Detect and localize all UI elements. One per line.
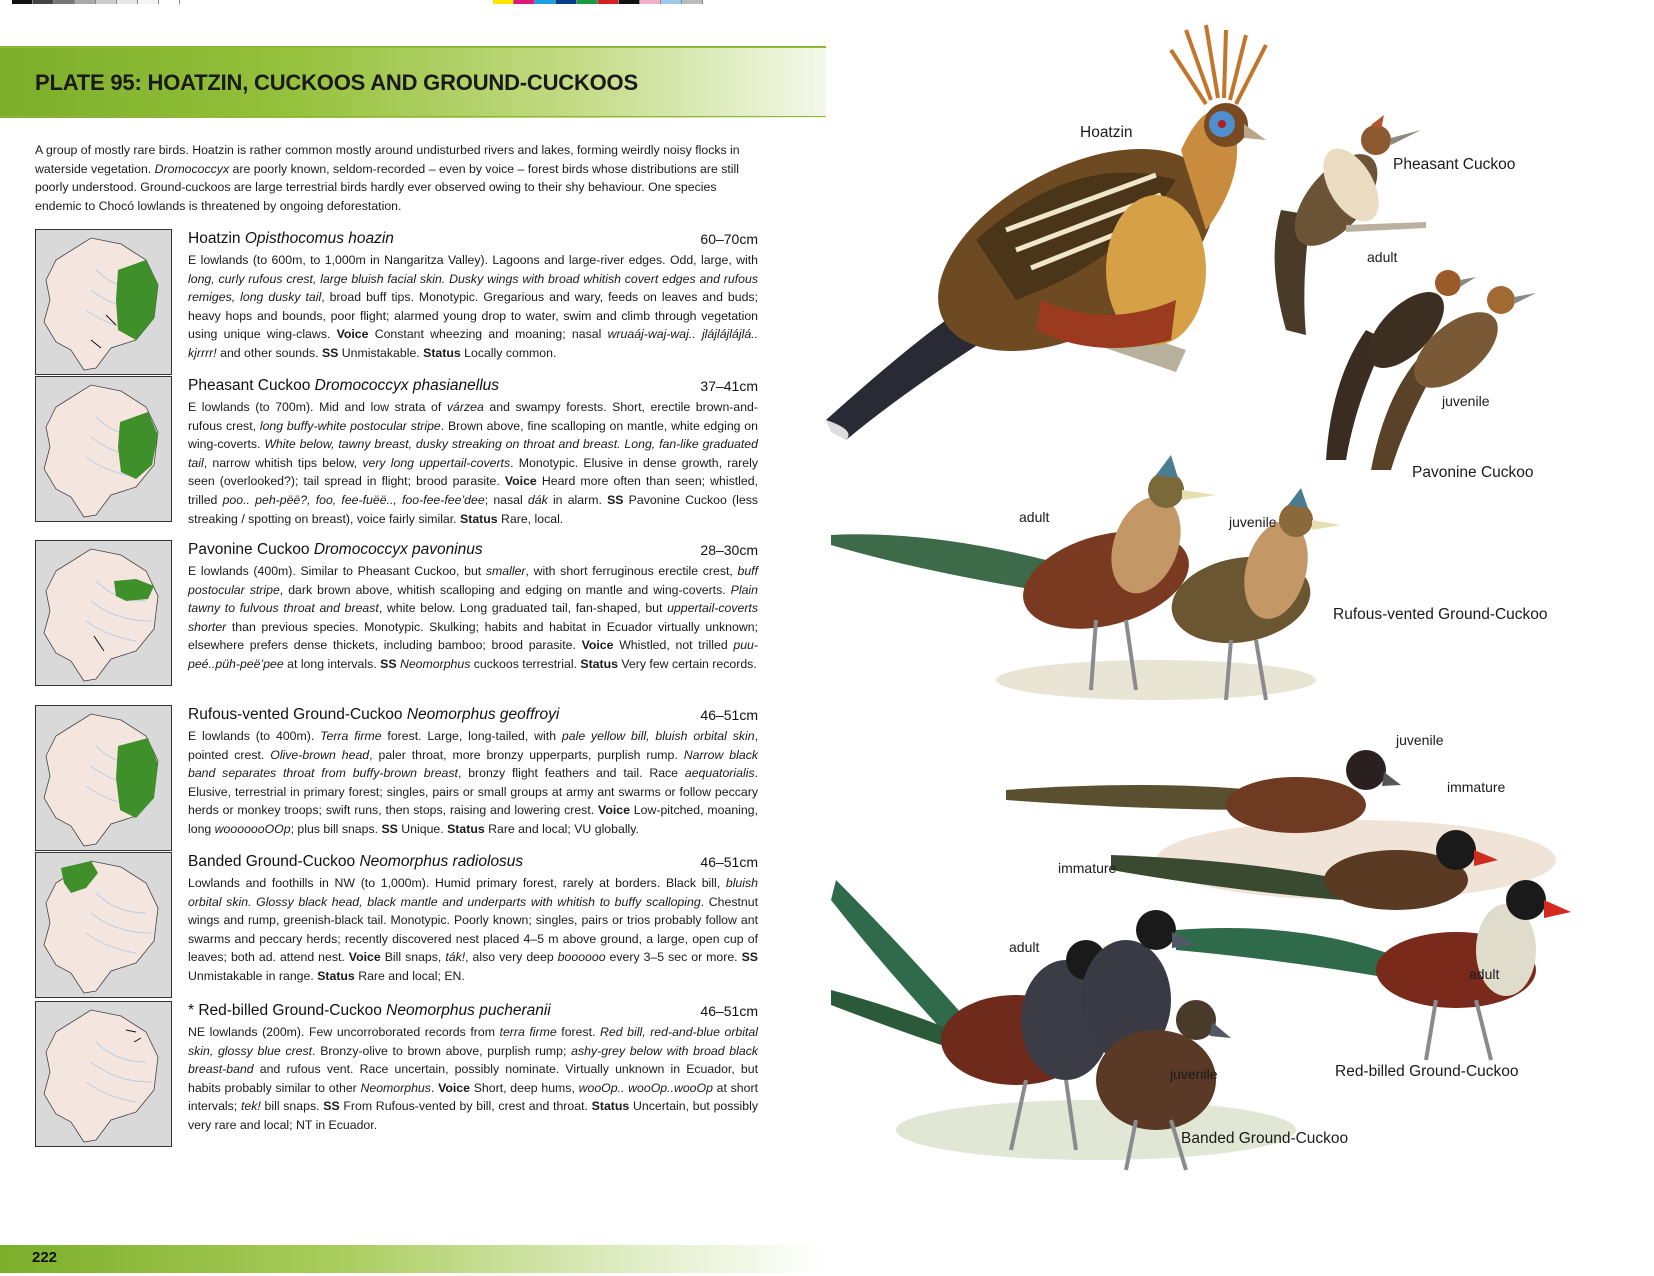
species-description: [188, 251, 758, 363]
species-size: 28–30cm: [700, 542, 758, 558]
label-banded-ground-cuckoo: Banded Ground-Cuckoo: [1181, 1130, 1349, 1147]
description-segment: , with short ferruginous erectile crest,: [525, 564, 738, 578]
description-segment: , also very deep: [465, 950, 558, 965]
description-segment: uppertail-coverts shorter: [188, 601, 758, 634]
label-banded-adult: adult: [1009, 939, 1040, 955]
description-segment: NE lowlands (200m). Few uncorroborated records from: [188, 1025, 500, 1039]
intro-paragraph: A group of mostly rare birds. Hoatzin is rather common mostly around undisturbed rivers and lakes, forming weirdly noisy flocks in waterside vegetation. Dromococcyx are poorly known, seldom-recorded – even by voice – forest birds whose distributions are still poorly understood. Ground-cuckoos are large terrestrial birds hardly ever observed owing to their shy behaviour. One species endemic to Chocó lowlands is threatened by ongoing deforestation.: [35, 143, 740, 213]
description-segment: Voice: [581, 638, 614, 653]
description-segment: . Brown above, fine scalloping on mantle, white edging on wing-coverts.: [188, 418, 758, 452]
description-segment: Voice: [438, 1080, 470, 1095]
page-number: 222: [32, 1249, 58, 1266]
registration-marks-left: [12, 0, 180, 4]
description-segment: long buffy-white postocular stripe: [259, 418, 441, 433]
description-segment: Neomorphus: [360, 1080, 431, 1095]
description-segment: dák: [527, 492, 548, 507]
description-segment: Status: [317, 968, 355, 983]
ecuador-map: [36, 377, 171, 521]
intro-genus: Dromococcyx: [154, 161, 230, 176]
description-segment: Constant wheezing and moaning; nasal: [368, 327, 608, 342]
description-segment: poo.. peh-pëë?, foo, fee-fuëë.., foo-fee-fee’dee: [222, 492, 485, 507]
description-segment: smaller: [485, 564, 526, 578]
description-segment: in alarm.: [547, 492, 608, 507]
description-segment: , paler throat, more bronzy upperparts, purplish rump.: [369, 747, 684, 762]
description-segment: Very few certain records.: [617, 656, 757, 671]
country-outline: [44, 1010, 158, 1142]
range-map-pheasant-cuckoo: [35, 376, 172, 522]
description-segment: Voice: [336, 327, 369, 342]
range-map-rufous-vented-ground-cuckoo: [35, 705, 172, 851]
description-segment: Status: [447, 821, 485, 836]
description-segment: Olive-brown head: [270, 747, 370, 762]
description-segment: SS: [380, 656, 397, 671]
description-segment: terra firme: [499, 1025, 557, 1039]
description-segment: . Monotypic. Elusive in dense growth, rarely seen (overlooked?); tail spread in flight; brood parasite.: [188, 455, 758, 489]
description-segment: Locally common.: [460, 345, 557, 360]
label-red-billed-ground-cuckoo: Red-billed Ground-Cuckoo: [1335, 1063, 1519, 1080]
description-segment: Status: [591, 1099, 630, 1114]
species-heading: [188, 705, 758, 727]
rufous-vented-ground-cuckoo-illustration: [831, 455, 1341, 700]
species-description: [188, 1023, 758, 1135]
description-segment: , broad buff tips. Monotypic. Gregarious and wary, feeds on leaves and buds; heavy hops and bounds, poor flight; alarmed young drop to water, swim and climb through vegetation using unique wing-claws.: [188, 290, 758, 342]
description-segment: ták!: [445, 950, 466, 965]
range-map-banded-ground-cuckoo: [35, 852, 172, 998]
range-area: [116, 738, 158, 818]
registration-marks-right: [493, 0, 703, 4]
species-heading: [188, 229, 758, 251]
range-area: [118, 412, 158, 479]
range-map-hoatzin: [35, 229, 172, 375]
label-banded-juvenile: juvenile: [1170, 1066, 1218, 1082]
description-segment: From Rufous-vented by bill, crest and throat.: [339, 1099, 592, 1114]
ecuador-map: [36, 853, 171, 997]
description-segment: Bill snaps,: [380, 950, 446, 965]
description-segment: Voice: [598, 803, 630, 818]
header-rule: [0, 116, 826, 117]
ecuador-map: [36, 541, 171, 685]
label-pavonine-juvenile: juvenile: [1442, 393, 1490, 409]
description-segment: Whistled, not trilled: [613, 638, 734, 653]
description-segment: . Bronzy-olive to brown above, purplish rump;: [312, 1043, 572, 1058]
description-segment: .: [430, 1080, 439, 1095]
range-area: [116, 260, 158, 340]
label-rufous-vented-ground-cuckoo: Rufous-vented Ground-Cuckoo: [1333, 606, 1548, 623]
description-segment: E lowlands (400m). Similar to Pheasant Cuckoo, but: [188, 564, 486, 578]
range-map-red-billed-ground-cuckoo: [35, 1001, 172, 1147]
description-segment: , white below. Long graduated tail, fan-shaped, but: [378, 601, 668, 616]
label-rufous-vented-adult: adult: [1019, 509, 1050, 525]
description-segment: Rare, local.: [497, 511, 564, 526]
description-segment: Rare and local; EN.: [354, 968, 465, 983]
description-segment: Status: [460, 511, 498, 526]
description-segment: Red bill, red-and-blue orbital skin, glossy blue crest: [188, 1025, 758, 1058]
description-segment: Plain tawny to fulvous throat and breast: [188, 582, 758, 616]
species-description: [188, 398, 758, 528]
description-segment: Low-pitched, moaning, long: [188, 803, 758, 836]
description-segment: ashy-grey below with broad black breast-band: [188, 1043, 759, 1077]
description-segment: E lowlands (to 600m, to 1,000m in Nangaritza Valley). Lagoons and large-river edges. Odd, large, with: [188, 253, 758, 267]
label-hoatzin: Hoatzin: [1080, 124, 1133, 141]
species-heading: [188, 540, 758, 562]
description-segment: , narrow whitish tips below,: [203, 455, 363, 470]
species-size: 37–41cm: [700, 378, 758, 394]
species-description: [188, 874, 758, 986]
description-segment: Heard more often than seen; whistled, trilled: [188, 474, 758, 507]
bird-illustrations: [826, 0, 1654, 1276]
species-scientific-name: Opisthocomus hoazin: [244, 230, 394, 247]
banded-ground-cuckoo-illustration: [831, 880, 1296, 1170]
description-segment: Status: [423, 345, 461, 360]
label-pheasant-cuckoo: Pheasant Cuckoo: [1393, 156, 1516, 173]
description-segment: wooOp.. wooOp..wooOp: [578, 1080, 713, 1095]
description-segment: Unique.: [397, 821, 448, 836]
description-segment: White below, tawny breast, dusky streaking on throat and breast. Long, fan-like graduated tail: [188, 437, 758, 470]
description-segment: at long intervals.: [283, 656, 381, 671]
description-segment: SS: [323, 1099, 340, 1114]
description-segment: and other sounds.: [216, 345, 322, 360]
description-segment: and swampy forests. Short, erectile brown-and-rufous crest,: [188, 400, 758, 433]
description-segment: SS: [321, 345, 339, 360]
description-segment: every 3–5 sec or more.: [605, 950, 742, 965]
description-segment: Rare and local; VU globally.: [484, 821, 639, 836]
species-description: [188, 727, 758, 839]
label-red-billed-immature: immature: [1447, 779, 1506, 795]
description-segment: Voice: [348, 950, 381, 965]
description-segment: SS: [741, 950, 758, 965]
species-scientific-name: Neomorphus geoffroyi: [406, 706, 560, 723]
description-segment: buff postocular stripe: [188, 564, 758, 597]
description-segment: very long uppertail-coverts: [362, 455, 511, 470]
species-description: [188, 562, 758, 674]
description-segment: Neomorphus: [399, 656, 471, 671]
species-common-name: * Red-billed Ground-Cuckoo: [188, 1002, 382, 1019]
description-segment: Lowlands and foothills in NW (to 1,000m). Humid primary forest, rarely at borders. Black bill,: [188, 876, 726, 890]
label-pavonine-adult: adult: [1367, 249, 1398, 265]
hoatzin-illustration: [826, 25, 1266, 440]
description-segment: Unmistakable.: [338, 345, 424, 360]
description-segment: , pointed crest.: [188, 729, 758, 762]
description-segment: wruaáj-waj-waj.. jlájlájlájlá.. kjrrrr!: [188, 327, 758, 360]
ecuador-map: [36, 706, 171, 850]
label-red-billed-adult: adult: [1469, 966, 1500, 982]
ecuador-map: [36, 1002, 171, 1146]
description-segment: Voice: [504, 474, 537, 489]
description-segment: forest. Large, long-tailed, with: [381, 729, 562, 743]
species-common-name: Hoatzin: [188, 230, 241, 247]
description-segment: cuckoos terrestrial.: [470, 656, 581, 671]
description-segment: than previous species. Monotypic. Skulking; habits and habitat in Ecuador virtually unknown; elsewhere prefers dense thickets, including bamboo; brood parasite.: [188, 619, 758, 653]
label-banded-immature: immature: [1058, 860, 1117, 876]
country-outline: [44, 861, 158, 993]
description-segment: Uncertain, but possibly very rare and local; NT in Ecuador.: [188, 1099, 759, 1132]
species-size: 46–51cm: [700, 1003, 758, 1019]
description-segment: várzea: [446, 400, 484, 414]
species-common-name: Banded Ground-Cuckoo: [188, 853, 356, 870]
species-size: 46–51cm: [700, 707, 758, 723]
species-common-name: Pheasant Cuckoo: [188, 377, 311, 394]
description-segment: aequatorialis: [684, 766, 755, 781]
species-scientific-name: Neomorphus radiolosus: [359, 853, 524, 870]
description-segment: wooooooOOp: [214, 821, 291, 836]
species-heading: [188, 852, 758, 874]
description-segment: and rufous vent. Race uncertain, possibly nominate. Virtually unknown in Ecuador, but habits probably similar to other: [188, 1062, 758, 1095]
description-segment: SS: [381, 821, 398, 836]
description-segment: E lowlands (to 700m). Mid and low strata of: [188, 400, 447, 414]
species-size: 60–70cm: [700, 231, 758, 247]
species-common-name: Rufous-vented Ground-Cuckoo: [188, 706, 403, 723]
illustration-plate: [826, 0, 1654, 1276]
description-segment: Status: [580, 656, 618, 671]
species-common-name: Pavonine Cuckoo: [188, 541, 310, 558]
description-segment: , dark brown above, whitish scalloping and edging on mantle and wing-coverts.: [279, 582, 731, 597]
species-heading: [188, 376, 758, 398]
description-segment: , bronzy flight feathers and tail. Race: [457, 766, 685, 781]
description-segment: pale yellow bill, bluish orbital skin: [561, 729, 755, 743]
description-segment: Short, deep hums,: [469, 1080, 579, 1095]
description-segment: . Elusive, terrestrial in primary forest; singles, pairs or small groups at army ant swarms or follow peccary herds or monkey troops; swift runs, then stops, raising and lowering crest.: [188, 766, 759, 818]
species-scientific-name: Dromococcyx phasianellus: [314, 377, 500, 394]
description-segment: bill snaps.: [260, 1099, 324, 1114]
country-outline: [44, 549, 158, 681]
species-scientific-name: Neomorphus pucheranii: [386, 1002, 551, 1019]
description-segment: Narrow black band separates throat from buffy-brown breast: [188, 747, 758, 781]
species-size: 46–51cm: [700, 854, 758, 870]
label-pavonine-cuckoo: Pavonine Cuckoo: [1412, 464, 1534, 481]
species-scientific-name: Dromococcyx pavoninus: [313, 541, 483, 558]
species-heading: [188, 1001, 758, 1023]
description-segment: Terra firme: [320, 729, 382, 743]
label-rufous-vented-juvenile: juvenile: [1229, 514, 1277, 530]
description-segment: Pavonine Cuckoo (less streaking / spotting on breast), voice fairly similar.: [188, 492, 758, 526]
description-segment: ; plus bill snaps.: [290, 821, 382, 836]
description-segment: puu-peé..püh-peë’pee: [188, 638, 758, 671]
plate-title: PLATE 95: HOATZIN, CUCKOOS AND GROUND-CUCKOOS: [35, 70, 638, 95]
description-segment: SS: [607, 492, 624, 507]
description-segment: boooooo: [557, 950, 606, 965]
pavonine-cuckoo-illustration: [1326, 270, 1536, 470]
description-segment: at short intervals;: [188, 1080, 758, 1114]
description-segment: forest.: [556, 1025, 601, 1039]
description-segment: . Chestnut wings and rump, greenish-black tail. Monotypic. Poorly known; singles, pairs or trios probably follow ant swarms and peccary herds; recently discovered nest placed 4–5 m above ground, a large, open cup of leaves; both ad. attend nest.: [188, 894, 758, 965]
description-segment: ; nasal: [484, 492, 528, 507]
footer-band: [0, 1245, 826, 1273]
description-segment: E lowlands (to 400m).: [188, 729, 321, 743]
ecuador-map: [36, 230, 171, 374]
description-segment: Unmistakable in range.: [188, 968, 318, 983]
description-segment: tek!: [240, 1099, 261, 1114]
description-segment: bluish orbital skin. Glossy black head, black mantle and underparts with whitish to buffy scalloping: [188, 876, 758, 909]
range-map-pavonine-cuckoo: [35, 540, 172, 686]
description-segment: long, curly rufous crest, large bluish facial skin. Dusky wings with broad whitish covert edges and rufous remiges, long dusky tail: [188, 271, 758, 305]
label-red-billed-juvenile: juvenile: [1396, 732, 1444, 748]
